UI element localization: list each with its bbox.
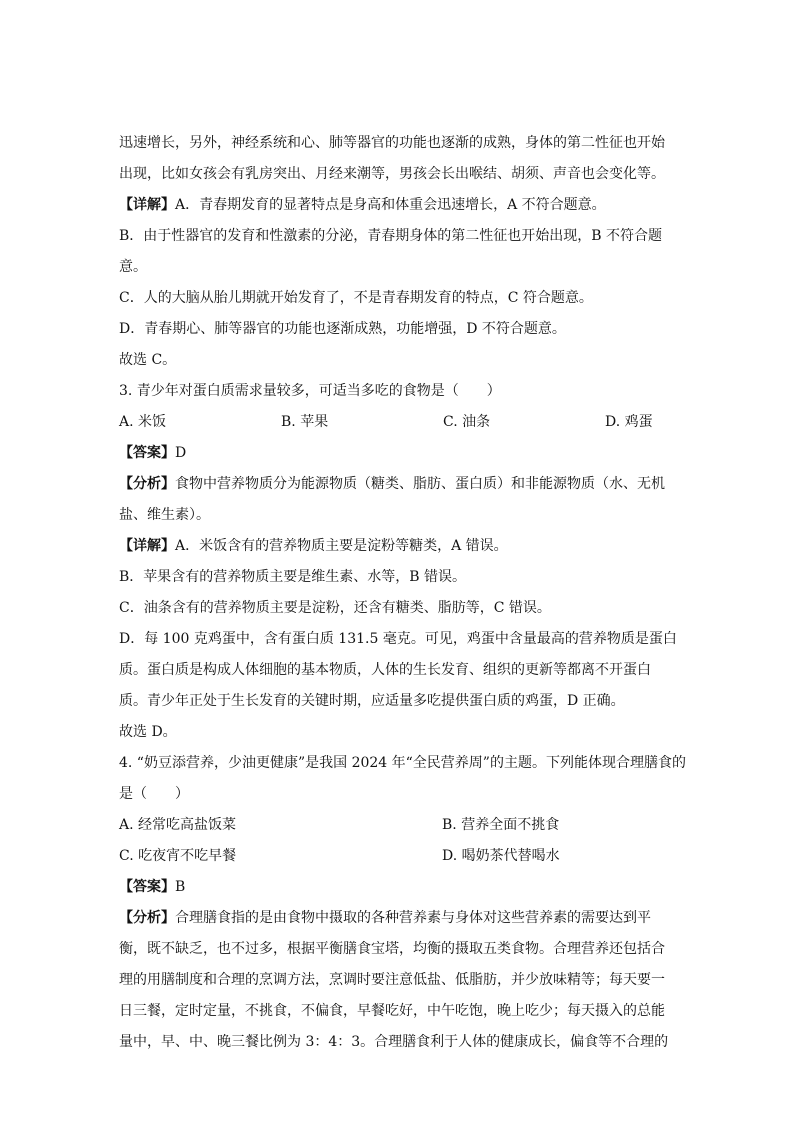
q3-detail-d: D．每 100 克鸡蛋中，含有蛋白质 131.5 毫克。可见，鸡蛋中含量最高的营养物质是蛋白	[119, 631, 677, 647]
q4-analysis-cont: 衡，既不缺乏，也不过多，根据平衡膳食宝塔，均衡的摄取五类食物。合理营养还包括合	[119, 941, 665, 957]
q4-options-row2	[119, 841, 679, 872]
q3-analysis	[119, 469, 679, 500]
q3-answer	[119, 438, 679, 469]
q4-analysis-cont: 日三餐，定时定量，不挑食，不偏食，早餐吃好，中午吃饱，晚上吃少；每天摄入的总能	[119, 1003, 665, 1019]
q2-detail-b: B．由于性器官的发育和性激素的分泌，青春期身体的第二性征也开始出现，B 不符合题	[119, 228, 663, 244]
answer-tag: 【答案】	[119, 879, 175, 895]
q4-analysis-cont: 理的用膳制度和合理的烹调方法，烹调时要注意低盐、低脂肪，并少放味精等；每天要一	[119, 972, 665, 988]
q2-detail-b-cont: 意。	[119, 259, 147, 275]
q3-detail-c: C．油条含有的营养物质主要是淀粉，还含有糖类、脂肪等，C 错误。	[119, 600, 551, 616]
q3-options	[119, 407, 679, 438]
answer-tag: 【答案】	[119, 445, 175, 461]
detail-text: A．米饭含有的营养物质主要是淀粉等糖类，A 错误。	[175, 538, 508, 554]
q3-option-a: A. 米饭	[119, 414, 167, 430]
answer-value: B	[175, 879, 186, 895]
q3-conclusion: 故选 D。	[119, 724, 177, 740]
q3-option-c: C. 油条	[443, 414, 491, 430]
q4-analysis	[119, 903, 679, 934]
detail-tag: 【详解】	[119, 197, 175, 213]
analysis-tag: 【分析】	[119, 476, 175, 492]
q4-option-d: D. 喝奶茶代替喝水	[442, 848, 560, 864]
q3-detail-d-cont: 质。青少年正处于生长发育的关键时期，应适量多吃提供蛋白质的鸡蛋，D 正确。	[119, 693, 625, 709]
q3-detail-a	[119, 531, 679, 562]
q2-conclusion: 故选 C。	[119, 352, 177, 368]
answer-value: D	[175, 445, 187, 461]
q4-analysis-cont: 量中，早、中、晚三餐比例为 3：4：3。合理膳食利于人体的健康成长，偏食等不合理的	[119, 1034, 669, 1050]
q3-option-b: B. 苹果	[281, 414, 329, 430]
q4-option-a: A. 经常吃高盐饭菜	[119, 817, 237, 833]
detail-tag: 【详解】	[119, 538, 175, 554]
text-line: 迅速增长，另外，神经系统和心、肺等器官的功能也逐渐的成熟，身体的第二性征也开始	[119, 135, 665, 151]
q2-detail-a	[119, 190, 679, 221]
analysis-tag: 【分析】	[119, 910, 175, 926]
q3-detail-d-cont: 质。蛋白质是构成人体细胞的基本物质，人体的生长发育、组织的更新等都离不开蛋白	[119, 662, 651, 678]
q4-option-b: B. 营养全面不挑食	[442, 817, 560, 833]
analysis-text: 合理膳食指的是由食物中摄取的各种营养素与身体对这些营养素的需要达到平	[175, 910, 651, 926]
q4-stem-cont: 是（ ）	[119, 786, 189, 802]
document-content	[119, 128, 686, 1058]
q4-answer	[119, 872, 679, 903]
q4-stem: 4. “奶豆添营养，少油更健康”是我国 2024 年“全民营养周”的主题。下列能体现合理膳食的	[119, 755, 686, 771]
q2-detail-c: C．人的大脑从胎儿期就开始发育了，不是青春期发育的特点，C 符合题意。	[119, 290, 593, 306]
detail-text: A．青春期发育的显著特点是身高和体重会迅速增长，A 不符合题意。	[175, 197, 606, 213]
q3-option-d: D. 鸡蛋	[605, 414, 653, 430]
q4-option-c: C. 吃夜宵不吃早餐	[119, 848, 237, 864]
text-line: 出现，比如女孩会有乳房突出、月经来潮等，男孩会长出喉结、胡须、声音也会变化等。	[119, 166, 665, 182]
analysis-text: 食物中营养物质分为能源物质（糖类、脂肪、蛋白质）和非能源物质（水、无机	[175, 476, 665, 492]
q4-options-row1	[119, 810, 679, 841]
q2-detail-d: D．青春期心、肺等器官的功能也逐渐成熟，功能增强，D 不符合题意。	[119, 321, 566, 337]
q3-analysis-cont: 盐、维生素）。	[119, 507, 210, 523]
q3-detail-b: B．苹果含有的营养物质主要是维生素、水等，B 错误。	[119, 569, 467, 585]
q3-stem: 3. 青少年对蛋白质需求量较多，可适当多吃的食物是（ ）	[119, 383, 501, 399]
